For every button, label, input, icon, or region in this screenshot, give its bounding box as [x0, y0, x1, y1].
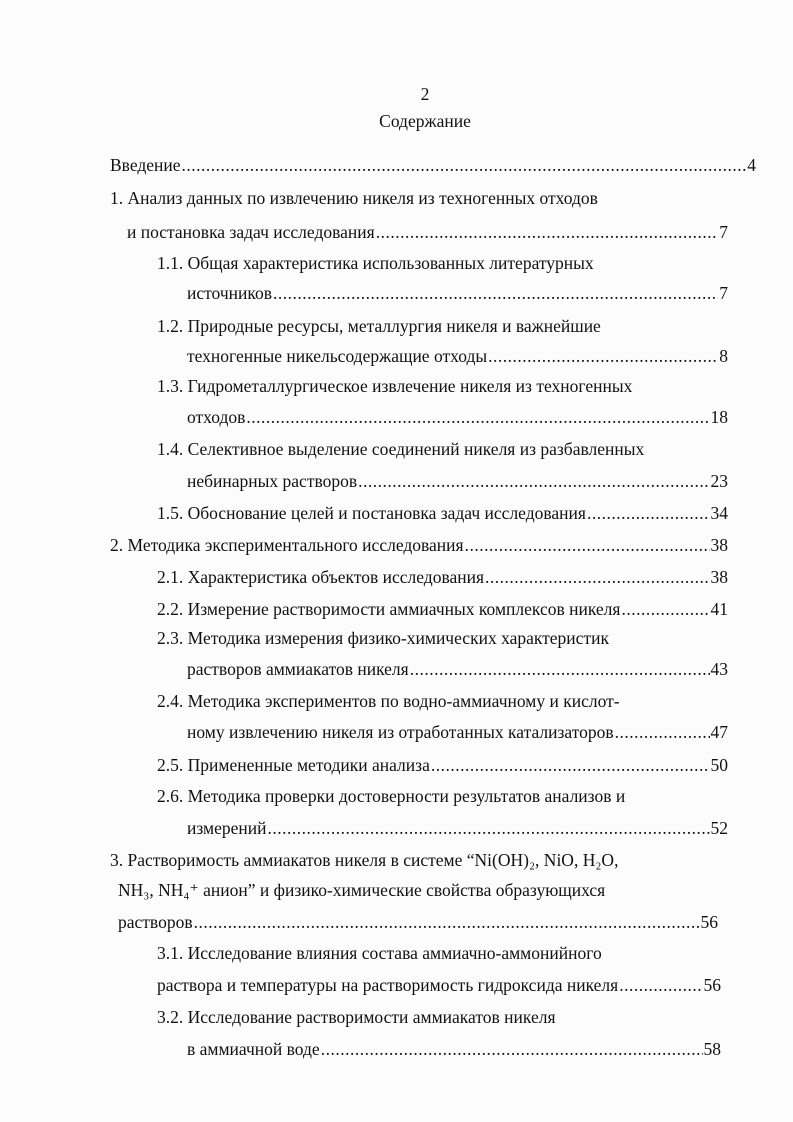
toc-entry-page: 47	[710, 722, 728, 742]
dot-leader	[376, 221, 719, 243]
toc-entry-title: 1.5. Обоснование целей и постановка задач исследования	[157, 503, 586, 523]
toc-entry-title: растворов аммиакатов никеля	[187, 659, 409, 679]
toc-entry	[118, 911, 718, 933]
dot-leader	[488, 345, 718, 367]
toc-entry-title: растворов	[118, 912, 193, 932]
toc-entry	[157, 315, 601, 337]
toc-entry	[157, 438, 644, 460]
toc-entry-title: 3. Растворимость аммиакатов никеля в системе “Ni(OH)₂, NiO, H₂O,	[110, 850, 619, 870]
toc-entry-title: 2.1. Характеристика объектов исследования	[157, 567, 485, 587]
dot-leader	[615, 721, 710, 743]
toc-entry-title: 1.4. Селективное выделение соединений никеля из разбавленных	[157, 439, 645, 459]
toc-entry-page: 34	[710, 503, 728, 523]
toc-entry-page: 7	[719, 283, 728, 303]
toc-entry	[187, 721, 728, 743]
toc-entry-title: 1.3. Гидрометаллургическое извлечение никеля из техногенных	[157, 376, 633, 396]
toc-entry-title: техногенные никельсодержащие отходы	[187, 346, 488, 366]
dot-leader	[273, 282, 718, 304]
toc-entry-title: ному извлечению никеля из отработанных катализаторов	[187, 722, 614, 742]
dot-leader	[410, 658, 710, 680]
toc-entry	[157, 252, 594, 274]
toc-entry-page: 4	[747, 155, 756, 175]
toc-entry-title: источников	[187, 283, 273, 303]
dot-leader	[321, 1038, 703, 1060]
toc-entry-title: и постановка задач исследования	[127, 222, 375, 242]
toc-entry	[187, 470, 728, 492]
toc-entry	[157, 754, 728, 776]
toc-entry-title: 1. Анализ данных по извлечению никеля из техногенных отходов	[110, 188, 598, 208]
toc-entry	[157, 627, 609, 649]
dot-leader	[619, 974, 702, 996]
dot-leader	[587, 502, 710, 524]
toc-entry-title: 2.4. Методика экспериментов по водно-аммиачному и кислот-	[157, 691, 620, 711]
toc-entry-title: 2.3. Методика измерения физико-химических характеристик	[157, 628, 609, 648]
toc-entry	[110, 534, 728, 556]
toc-entry-page: 58	[703, 1039, 721, 1059]
toc-entry-title: 2. Методика экспериментального исследования	[110, 535, 464, 555]
toc-entry	[187, 658, 728, 680]
toc-entry	[187, 1038, 721, 1060]
toc-entry-page: 18	[710, 407, 728, 427]
page-title: Содержание	[379, 111, 471, 131]
toc-entry-page: 23	[710, 471, 728, 491]
toc-entry-title: Введение	[110, 155, 181, 175]
toc-entry-page: 41	[710, 599, 728, 619]
toc-entry	[157, 598, 728, 620]
toc-entry-title: 2.2. Измерение растворимости аммиачных комплексов никеля	[157, 599, 621, 619]
toc-entry-title: измерений	[187, 818, 267, 838]
toc-entry	[127, 221, 728, 243]
dot-leader	[431, 754, 710, 776]
toc-entry	[110, 187, 598, 209]
toc-entry	[157, 502, 728, 524]
toc-entry	[110, 849, 618, 871]
dot-leader	[621, 598, 709, 620]
toc-entry-page: 7	[719, 222, 728, 242]
toc-entry	[157, 942, 602, 964]
toc-entry	[157, 566, 728, 588]
toc-entry	[187, 345, 728, 367]
toc-entry-page: 56	[700, 912, 718, 932]
dot-leader	[358, 470, 709, 492]
toc-entry-title: 3.1. Исследование влияния состава аммиачно-аммонийного	[157, 943, 602, 963]
page-number: 2	[420, 84, 430, 104]
toc-entry-page: 8	[719, 346, 728, 366]
toc-entry	[110, 154, 756, 176]
dot-leader	[246, 406, 709, 428]
toc-entry	[187, 282, 728, 304]
toc-entry	[118, 879, 605, 901]
toc-entry-title: 2.6. Методика проверки достоверности результатов анализов и	[157, 786, 626, 806]
toc-entry	[157, 375, 632, 397]
dot-leader	[268, 817, 710, 839]
toc-entry-page: 38	[710, 567, 728, 587]
dot-leader	[194, 911, 700, 933]
toc-entry	[157, 690, 620, 712]
dot-leader	[182, 154, 747, 176]
toc-entry-title: 2.5. Примененные методики анализа	[157, 755, 430, 775]
toc-entry-title: раствора и температуры на растворимость гидроксида никеля	[157, 975, 619, 995]
toc-entry-title: 1.2. Природные ресурсы, металлургия никеля и важнейшие	[157, 316, 601, 336]
toc-entry-title: NH₃, NH₄⁺ анион” и физико-химические свойства образующихся	[118, 880, 606, 900]
dot-leader	[485, 566, 709, 588]
toc-entry-title: отходов	[187, 407, 246, 427]
toc-entry-title: 3.2. Исследование растворимости аммиакатов никеля	[157, 1007, 556, 1027]
toc-entry	[157, 974, 721, 996]
toc-entry-page: 52	[710, 818, 728, 838]
toc-entry	[157, 785, 625, 807]
toc-entry-title: в аммиачной воде	[187, 1039, 320, 1059]
toc-entry-page: 50	[710, 755, 728, 775]
toc-entry-title: небинарных растворов	[187, 471, 358, 491]
dot-leader	[465, 534, 710, 556]
toc-entry	[187, 406, 728, 428]
toc-entry-title: 1.1. Общая характеристика использованных литературных	[157, 253, 594, 273]
toc-entry	[187, 817, 728, 839]
toc-entry-page: 38	[710, 535, 728, 555]
toc-entry-page: 56	[703, 975, 721, 995]
toc-entry-page: 43	[710, 659, 728, 679]
toc-entry	[157, 1006, 556, 1028]
